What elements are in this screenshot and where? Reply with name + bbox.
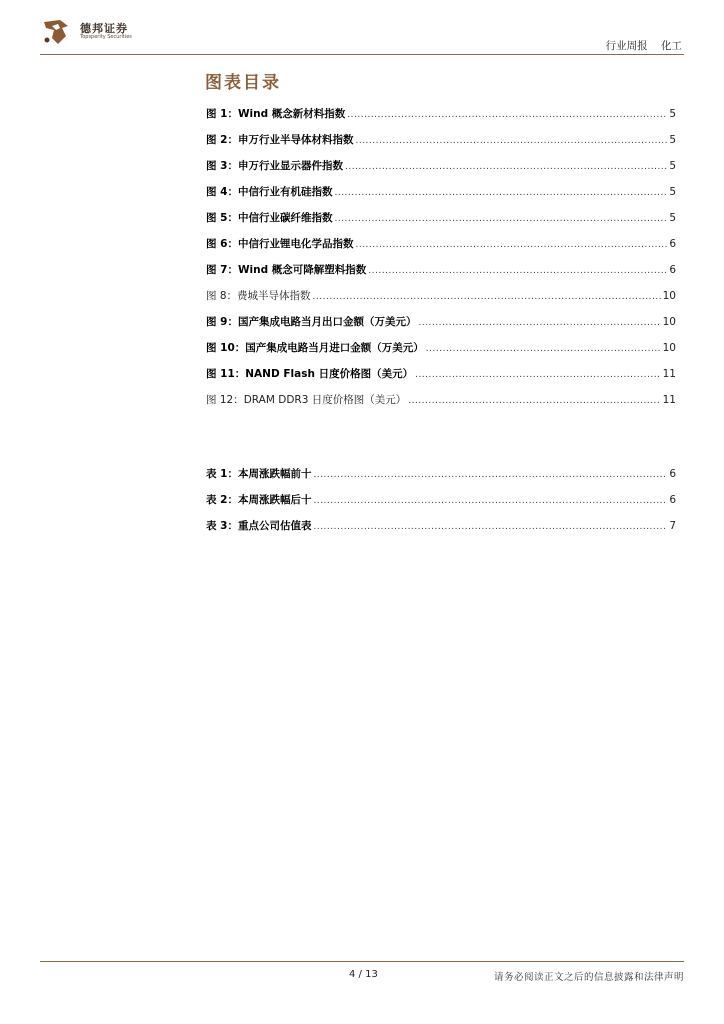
dot-leader (347, 110, 667, 120)
figure-entry-label: 图 7：Wind 概念可降解塑料指数 (206, 264, 367, 276)
dot-leader (313, 470, 667, 480)
figure-entry[interactable] (206, 184, 676, 210)
dot-leader (368, 266, 667, 276)
figure-list (206, 106, 676, 418)
figure-entry-label: 图 3：申万行业显示器件指数 (206, 160, 343, 172)
figure-entry[interactable] (206, 392, 676, 418)
figure-entry-label: 图 9：国产集成电路当月出口金额（万美元） (206, 316, 417, 328)
figure-entry-page: 5 (669, 134, 676, 146)
header-divider (40, 54, 684, 55)
figure-entry[interactable] (206, 132, 676, 158)
dot-leader (313, 522, 667, 532)
table-list (206, 466, 676, 544)
figure-entry-label: 图 4：中信行业有机硅指数 (206, 186, 333, 198)
report-type: 行业周报 (605, 40, 648, 52)
dot-leader (334, 214, 667, 224)
disclaimer-note: 请务必阅读正文之后的信息披露和法律声明 (493, 972, 684, 983)
page-number: 4 / 13 (349, 969, 378, 980)
figure-entry-label: 图 10：国产集成电路当月进口金额（万美元） (206, 342, 424, 354)
dot-leader (355, 240, 667, 250)
figure-entry-page: 6 (669, 264, 676, 276)
table-entry[interactable] (206, 518, 676, 544)
footer-divider (40, 961, 684, 962)
figure-entry-label: 图 8：费城半导体指数 (206, 290, 311, 302)
figure-entry-label: 图 11：NAND Flash 日度价格图（美元） (206, 368, 414, 380)
figure-entry[interactable] (206, 288, 676, 314)
table-entry-page: 6 (669, 468, 676, 480)
figure-entry-label: 图 2：申万行业半导体材料指数 (206, 134, 354, 146)
logo-subtitle: Topsperity Securities (80, 34, 132, 40)
table-entry-label: 表 1：本周涨跌幅前十 (206, 468, 312, 480)
dot-leader (345, 162, 667, 172)
dot-leader (313, 292, 661, 302)
company-logo (40, 16, 150, 48)
figure-entry-page: 5 (669, 160, 676, 172)
toc-title: 图表目录 (205, 73, 281, 93)
figure-entry-page: 10 (662, 290, 676, 302)
figure-entry-label: 图 1：Wind 概念新材料指数 (206, 108, 346, 120)
figure-entry[interactable] (206, 210, 676, 236)
figure-entry-page: 11 (662, 368, 676, 380)
figure-entry[interactable] (206, 314, 676, 340)
dot-leader (418, 318, 660, 328)
report-header (606, 38, 682, 53)
figure-entry-page: 5 (669, 108, 676, 120)
figure-entry[interactable] (206, 262, 676, 288)
figure-entry-label: 图 12：DRAM DDR3 日度价格图（美元） (206, 394, 407, 406)
figure-entry-page: 6 (669, 238, 676, 250)
figure-entry-page: 11 (662, 394, 676, 406)
figure-entry-page: 10 (662, 316, 676, 328)
logo-mark-icon (40, 16, 72, 48)
figure-entry[interactable] (206, 366, 676, 392)
dot-leader (426, 344, 661, 354)
figure-entry[interactable] (206, 236, 676, 262)
figure-entry[interactable] (206, 158, 676, 184)
table-entry-page: 7 (669, 520, 676, 532)
dot-leader (408, 396, 660, 406)
figure-entry[interactable] (206, 106, 676, 132)
dot-leader (313, 496, 667, 506)
figure-entry-page: 5 (669, 186, 676, 198)
figure-entry-page: 5 (669, 212, 676, 224)
figure-entry-label: 图 6：中信行业锂电化学品指数 (206, 238, 354, 250)
dot-leader (415, 370, 661, 380)
figure-entry-page: 10 (662, 342, 676, 354)
logo-name: 德邦证券 (80, 22, 128, 35)
table-entry[interactable] (206, 466, 676, 492)
table-entry-label: 表 2：本周涨跌幅后十 (206, 494, 312, 506)
figure-entry[interactable] (206, 340, 676, 366)
figure-entry-label: 图 5：中信行业碳纤维指数 (206, 212, 333, 224)
dot-leader (355, 136, 667, 146)
dot-leader (334, 188, 667, 198)
table-entry-label: 表 3：重点公司估值表 (206, 520, 312, 532)
table-entry[interactable] (206, 492, 676, 518)
table-entry-page: 6 (669, 494, 676, 506)
report-sector: 化工 (661, 40, 682, 52)
